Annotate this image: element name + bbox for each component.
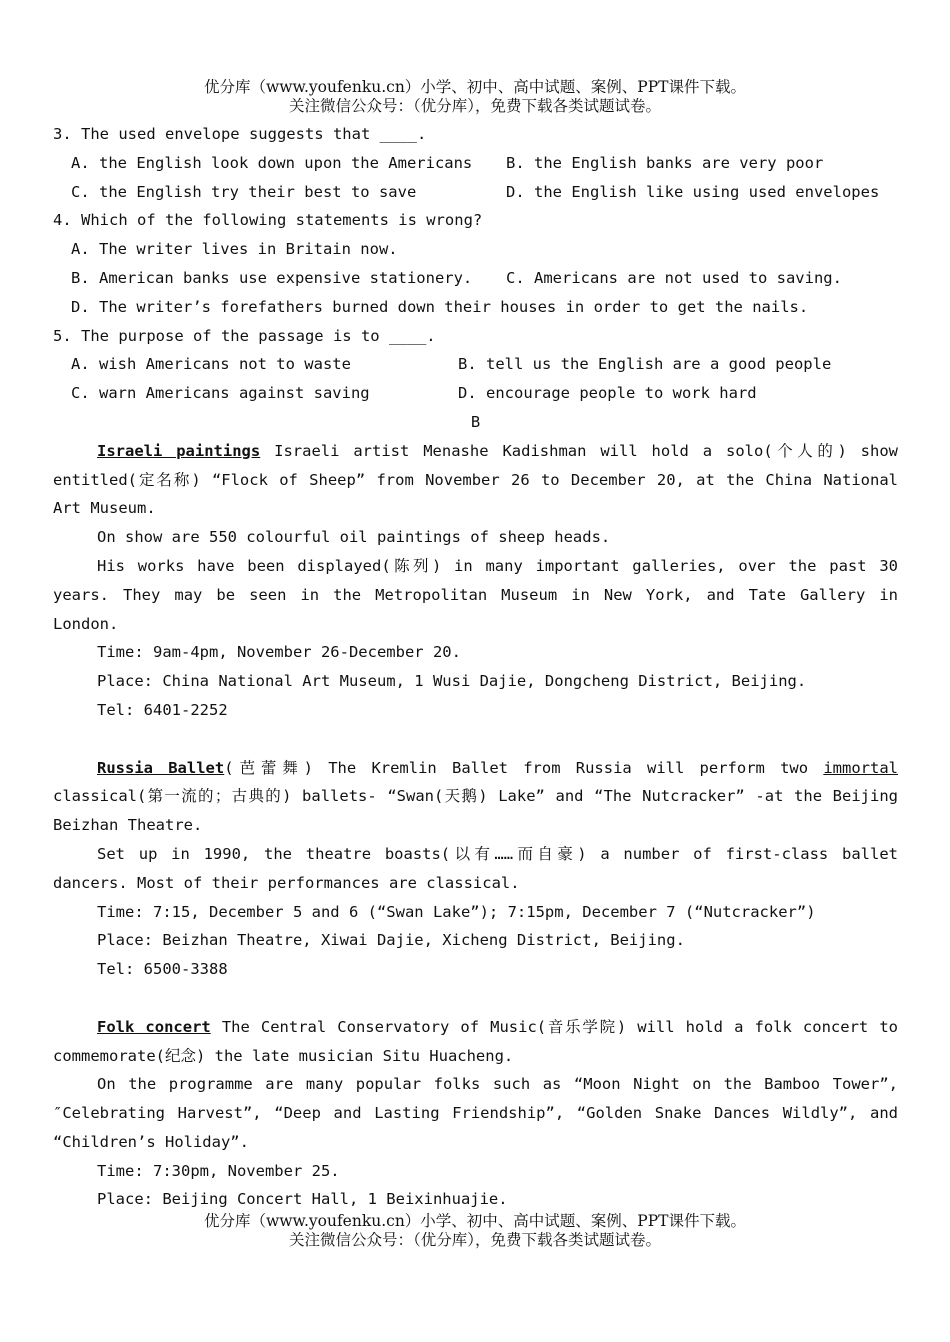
question-4-options-row-3: [53, 293, 898, 322]
question-5-options-row-1: [53, 350, 898, 379]
israeli-intro-text: Israeli artist Menashe Kadishman will hold a solo(个人的) show entitled(定名称) “Flock of Sheep” from November 26 to December 20, at the China National Art Museum.: [53, 441, 899, 518]
question-5-option-d: D. encourage people to work hard: [458, 384, 757, 403]
question-5-option-a: A. wish Americans not to waste: [71, 355, 351, 374]
ballet-title: Russia Ballet: [97, 758, 225, 777]
question-3-stem: 3. The used envelope suggests that ____.: [53, 125, 427, 143]
ballet-time: Time: 7:15, December 5 and 6 (“Swan Lake”); 7:15pm, December 7 (“Nutcracker”): [97, 902, 816, 921]
question-5-stem: 5. The purpose of the passage is to ____.: [53, 326, 436, 345]
israeli-place: Place: China National Art Museum, 1 Wusi Dajie, Dongcheng District, Beijing.: [97, 672, 807, 691]
footer-line-2: 关注微信公众号：（优分库），免费下载各类试题试卷。: [288, 1231, 661, 1249]
ballet-intro-paragraph: [53, 754, 898, 840]
question-4-stem: 4. Which of the following statements is wrong?: [53, 211, 483, 230]
question-4-option-b: B. American banks use expensive stationery.: [71, 268, 473, 287]
question-4-option-a: A. The writer lives in Britain now.: [71, 240, 398, 259]
israeli-intro-paragraph: [53, 437, 898, 523]
israeli-title: Israeli paintings: [97, 441, 261, 460]
folk-paragraph-2: On the programme are many popular folks such as “Moon Night on the Bamboo Tower”, ″Celebrating Harvest”, “Deep and Lasting Friendship”, “Golden Snake Dances Wildly”, and “Children’s Holiday”.: [53, 1075, 898, 1151]
question-4-options-row-1: [53, 235, 898, 264]
question-3-options-row-2: [53, 178, 898, 207]
question-4-option-d: D. The writer’s forefathers burned down their houses in order to get the nails.: [71, 297, 809, 316]
spacer: [53, 984, 898, 1013]
question-5-options-row-2: [53, 379, 898, 408]
folk-place: Place: Beijing Concert Hall, 1 Beixinhuajie.: [97, 1190, 508, 1209]
folk-intro-text: The Central Conservatory of Music(音乐学院) will hold a folk concert to commemorate(纪念) the late musician Situ Huacheng.: [53, 1017, 898, 1065]
israeli-paragraph-2: On show are 550 colourful oil paintings of sheep heads.: [97, 528, 611, 547]
israeli-tel: Tel: 6401-2252: [97, 700, 228, 719]
page-footer: [0, 1212, 950, 1250]
question-3-option-d: D. the English like using used envelopes: [506, 182, 880, 201]
question-4-option-c: C. Americans are not used to saving.: [506, 268, 842, 287]
ballet-intro-text-b: classical(第一流的；古典的) ballets- “Swan(天鹅) Lake” and “The Nutcracker” -at the Beijing Beizhan Theatre.: [53, 787, 898, 835]
ballet-tel: Tel: 6500-3388: [97, 960, 228, 979]
ballet-paragraph-2: Set up in 1990, the theatre boasts(以有……而自豪) a number of first-class ballet dancers. Most of their performances are classical.: [53, 844, 898, 892]
ballet-title-cn: (芭蕾舞): [224, 758, 313, 777]
header-line-1: 优分库（www.youfenku.cn）小学、初中、高中试题、案例、PPT课件下载。: [203, 78, 747, 96]
israeli-time: Time: 9am-4pm, November 26-December 20.: [97, 643, 461, 662]
question-3-option-a: A. the English look down upon the Americans: [71, 153, 473, 172]
question-5-option-c: C. warn Americans against saving: [71, 384, 370, 403]
question-3-option-c: C. the English try their best to save: [71, 182, 417, 201]
document-body: [53, 120, 898, 1214]
ballet-place: Place: Beizhan Theatre, Xiwai Dajie, Xicheng District, Beijing.: [97, 931, 685, 950]
section-label: B: [470, 412, 481, 431]
question-3-option-b: B. the English banks are very poor: [506, 153, 824, 172]
question-3-options-row-1: [53, 149, 898, 178]
folk-time: Time: 7:30pm, November 25.: [97, 1161, 340, 1180]
question-4-options-row-2: [53, 264, 898, 293]
ballet-immortal-word: immortal: [823, 758, 898, 777]
header-line-2: 关注微信公众号：（优分库），免费下载各类试题试卷。: [288, 97, 661, 115]
page-header: [0, 78, 950, 116]
ballet-intro-text-a: The Kremlin Ballet from Russia will perform two: [312, 758, 824, 777]
israeli-paragraph-3: His works have been displayed(陈列) in many important galleries, over the past 30 years. They may be seen in the Metropolitan Museum in New York, and Tate Gallery in London.: [53, 556, 898, 633]
folk-intro-paragraph: [53, 1013, 898, 1071]
spacer: [53, 725, 898, 754]
question-5-option-b: B. tell us the English are a good people: [458, 355, 832, 374]
footer-line-1: 优分库（www.youfenku.cn）小学、初中、高中试题、案例、PPT课件下载。: [203, 1212, 747, 1230]
folk-title: Folk concert: [97, 1017, 211, 1036]
